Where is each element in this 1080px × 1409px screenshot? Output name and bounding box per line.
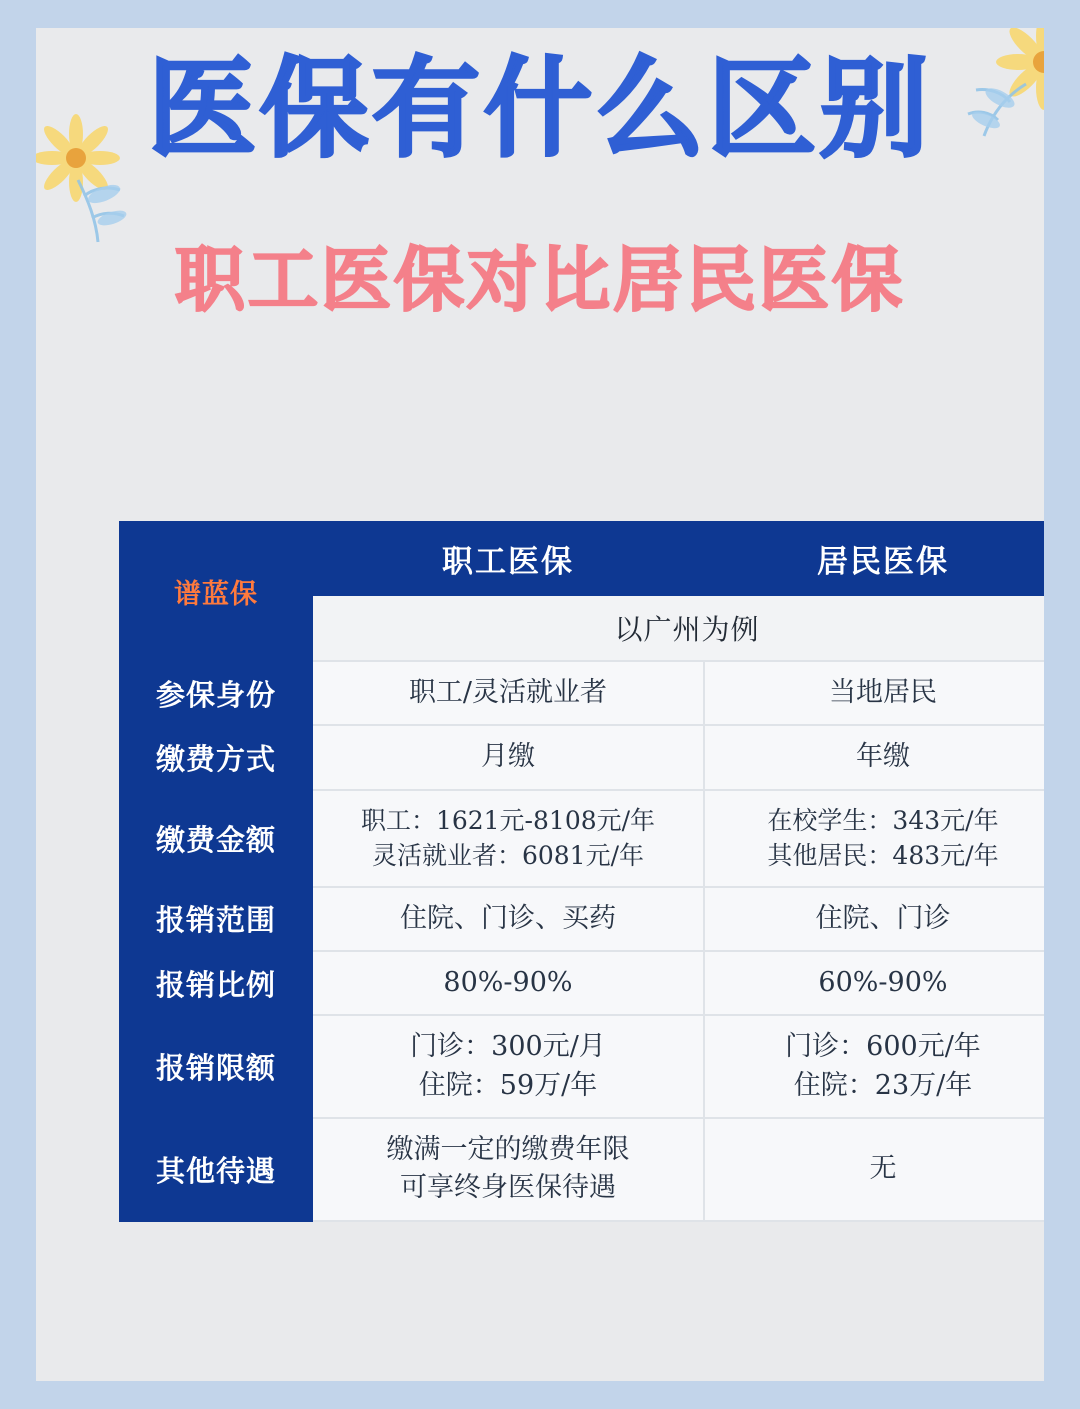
table-row <box>120 1118 1044 1221</box>
row-value-employee <box>312 1118 704 1221</box>
value-line: 灵活就业者：6081元/年 <box>371 841 645 871</box>
poster-card <box>36 28 1044 1381</box>
value-line: 年缴 <box>856 741 910 773</box>
value-line: 职工/灵活就业者 <box>408 677 608 708</box>
row-value-resident <box>704 790 1044 887</box>
row-label: 报销比例 <box>120 951 312 1015</box>
row-value-employee <box>312 1015 704 1118</box>
row-value-employee <box>312 951 704 1015</box>
value-line: 住院、门诊 <box>815 902 951 934</box>
row-value-resident <box>704 951 1044 1015</box>
table-row <box>120 661 1044 725</box>
value-line: 住院、门诊、买药 <box>400 902 616 934</box>
table-header-row <box>120 522 1044 595</box>
value-line: 可享终身医保待遇 <box>400 1172 616 1204</box>
column-header-employee: 职工医保 <box>312 522 704 595</box>
row-label: 缴费方式 <box>120 725 312 789</box>
row-value-employee <box>312 725 704 789</box>
value-line: 60%-90% <box>818 966 948 998</box>
row-label: 参保身份 <box>120 661 312 725</box>
row-label: 报销范围 <box>120 887 312 951</box>
value-line: 门诊：600元/年 <box>785 1031 981 1063</box>
value-line: 缴满一定的缴费年限 <box>386 1133 630 1165</box>
banner-cell: 以广州为例 <box>312 595 1044 661</box>
row-value-employee <box>312 887 704 951</box>
table-row <box>120 790 1044 887</box>
column-header-resident: 居民医保 <box>704 522 1044 595</box>
table-row <box>120 951 1044 1015</box>
row-label: 其他待遇 <box>120 1118 312 1221</box>
page-title: 医保有什么区别 <box>147 47 932 172</box>
value-line: 当地居民 <box>829 677 937 708</box>
brand-cell: 谱蓝保 <box>120 522 312 661</box>
row-value-resident <box>704 1015 1044 1118</box>
row-value-resident <box>704 1118 1044 1221</box>
table-row <box>120 887 1044 951</box>
row-value-employee <box>312 790 704 887</box>
row-value-resident <box>704 661 1044 725</box>
value-line: 门诊：300元/月 <box>410 1031 606 1063</box>
value-line: 在校学生：343元/年 <box>767 805 999 835</box>
value-line: 职工：1621元-8108元/年 <box>360 805 656 835</box>
value-line: 80%-90% <box>443 966 573 998</box>
row-label: 报销限额 <box>120 1015 312 1118</box>
row-value-resident <box>704 725 1044 789</box>
value-line: 住院：23万/年 <box>793 1069 973 1101</box>
value-line: 月缴 <box>481 741 535 773</box>
page-subtitle: 职工医保对比居民医保 <box>175 239 905 321</box>
table-row <box>120 1015 1044 1118</box>
row-value-resident <box>704 887 1044 951</box>
value-line: 其他居民：483元/年 <box>767 841 999 871</box>
value-line: 住院：59万/年 <box>418 1069 598 1101</box>
table-row <box>120 725 1044 789</box>
row-label: 缴费金额 <box>120 790 312 887</box>
value-line: 无 <box>869 1153 897 1185</box>
comparison-table <box>119 521 1044 1222</box>
row-value-employee <box>312 661 704 725</box>
